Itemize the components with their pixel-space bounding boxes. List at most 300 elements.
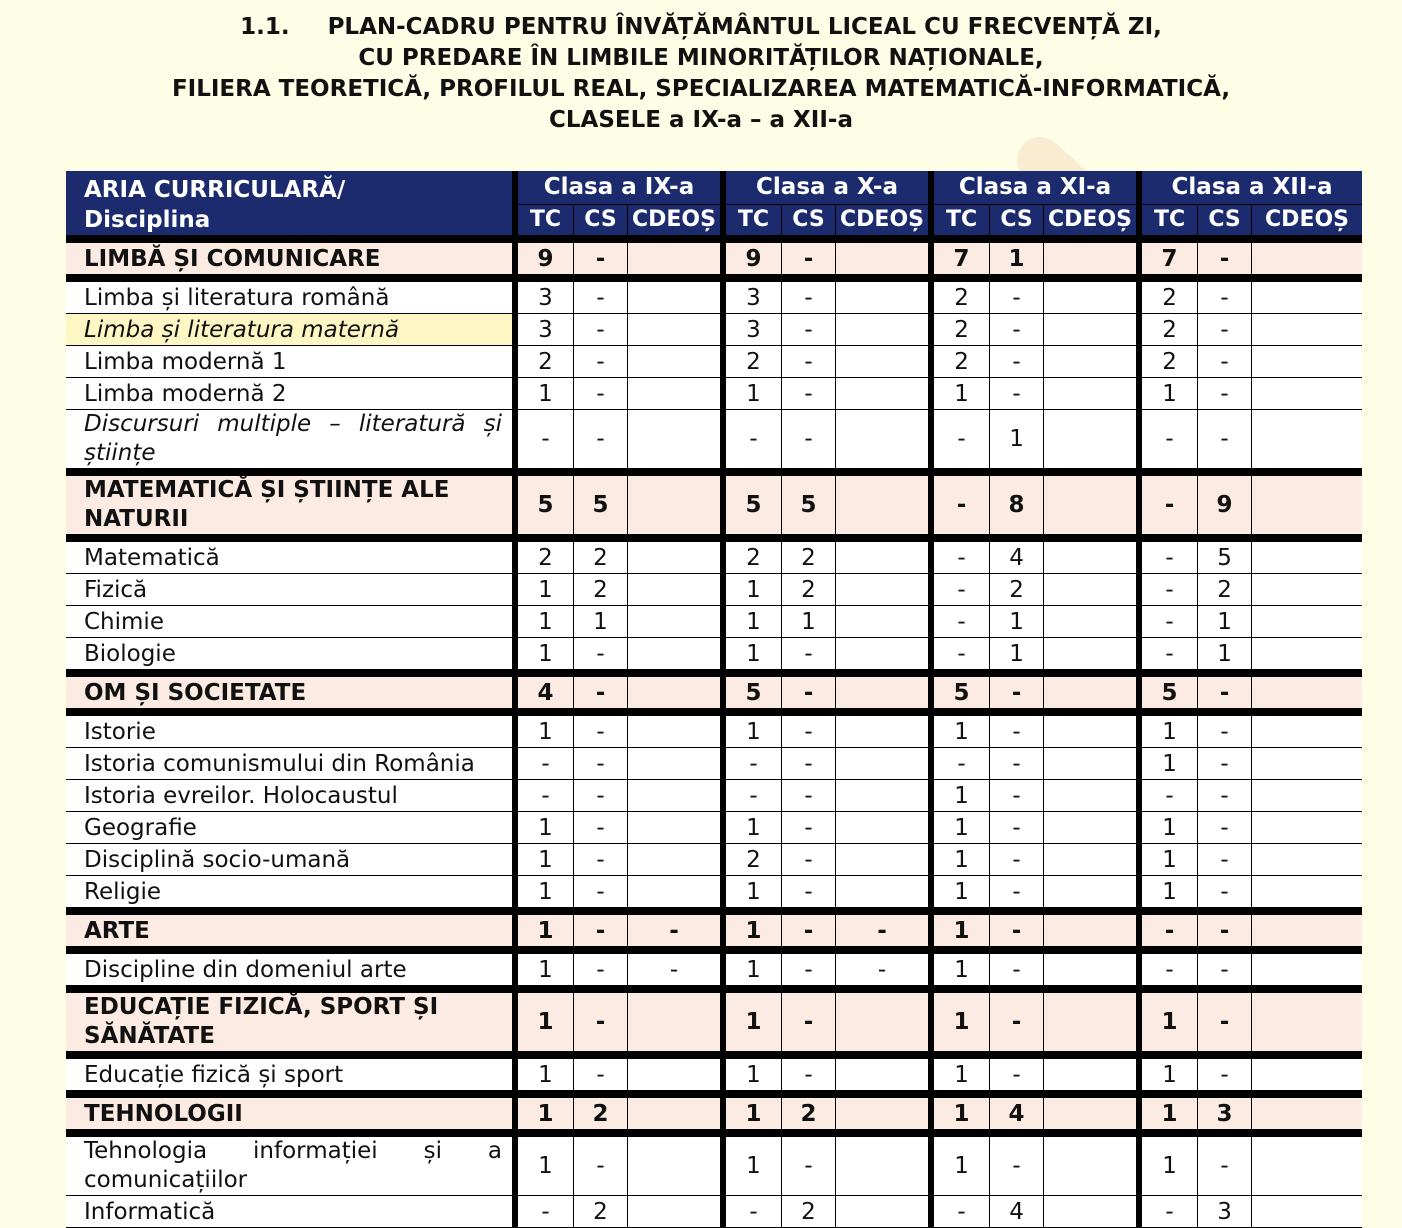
- hours-cell: 1: [1142, 1098, 1198, 1130]
- hours-cell: -: [1198, 876, 1252, 908]
- hours-cell: 1: [1142, 1059, 1198, 1091]
- title-line-1: PLAN-CADRU PENTRU ÎNVĂȚĂMÂNTUL LICEAL CU FRECVENȚĂ ZI,: [327, 14, 1162, 40]
- header-aria: [66, 171, 518, 236]
- hours-cell: -: [1198, 993, 1252, 1052]
- hours-cell: [1044, 812, 1142, 844]
- hours-cell: 1: [934, 993, 990, 1052]
- area-row: [66, 993, 1362, 1052]
- header-row-grades: [66, 171, 1362, 205]
- hours-cell: -: [782, 876, 836, 908]
- hours-cell: [628, 1196, 726, 1228]
- discipline-row: [66, 378, 1362, 410]
- hours-cell: -: [990, 716, 1044, 748]
- hours-cell: -: [782, 410, 836, 469]
- hours-cell: [836, 993, 934, 1052]
- hours-cell: -: [1142, 915, 1198, 947]
- hours-cell: -: [574, 314, 628, 346]
- hours-cell: [836, 876, 934, 908]
- hours-cell: [1252, 876, 1362, 908]
- header-tc: TC: [518, 205, 574, 236]
- hours-cell: -: [990, 748, 1044, 780]
- hours-cell: [1252, 606, 1362, 638]
- hours-cell: 2: [1142, 314, 1198, 346]
- hours-cell: -: [518, 748, 574, 780]
- hours-cell: -: [782, 638, 836, 670]
- discipline-name: Geografie: [66, 812, 518, 844]
- hours-cell: [628, 716, 726, 748]
- hours-cell: 1: [726, 574, 782, 606]
- hours-cell: 1: [518, 574, 574, 606]
- hours-cell: 5: [782, 476, 836, 535]
- hours-cell: [1044, 677, 1142, 709]
- separator-cell: [66, 947, 1362, 954]
- hours-cell: [1044, 476, 1142, 535]
- separator-cell: [66, 236, 1362, 243]
- hours-cell: [628, 812, 726, 844]
- hours-cell: 2: [726, 844, 782, 876]
- hours-cell: 7: [1142, 243, 1198, 275]
- hours-cell: [836, 748, 934, 780]
- hours-cell: 2: [726, 542, 782, 574]
- separator-cell: [66, 1130, 1362, 1137]
- hours-cell: [628, 378, 726, 410]
- hours-cell: 1: [518, 915, 574, 947]
- hours-cell: -: [1198, 812, 1252, 844]
- discipline-row: [66, 314, 1362, 346]
- hours-cell: 3: [518, 314, 574, 346]
- discipline-row: [66, 410, 1362, 469]
- hours-cell: 1: [726, 1137, 782, 1196]
- hours-cell: -: [990, 812, 1044, 844]
- hours-cell: [1044, 606, 1142, 638]
- area-name: EDUCAȚIE FIZICĂ, SPORT ȘI SĂNĂTATE: [66, 993, 518, 1052]
- hours-cell: [1252, 1137, 1362, 1196]
- hours-cell: [628, 748, 726, 780]
- discipline-row: [66, 1196, 1362, 1228]
- hours-cell: -: [574, 378, 628, 410]
- hours-cell: -: [782, 780, 836, 812]
- hours-cell: 5: [518, 476, 574, 535]
- hours-cell: -: [574, 1059, 628, 1091]
- row-separator: [66, 469, 1362, 476]
- hours-cell: 1: [934, 954, 990, 986]
- hours-cell: 1: [518, 993, 574, 1052]
- separator-cell: [66, 908, 1362, 915]
- header-tc: TC: [726, 205, 782, 236]
- hours-cell: [1044, 542, 1142, 574]
- hours-cell: -: [990, 993, 1044, 1052]
- hours-cell: [1044, 915, 1142, 947]
- hours-cell: 9: [1198, 476, 1252, 535]
- hours-cell: -: [628, 954, 726, 986]
- header-aria-line-2: Disciplina: [84, 207, 211, 233]
- hours-cell: [836, 378, 934, 410]
- hours-cell: -: [782, 378, 836, 410]
- hours-cell: 1: [726, 915, 782, 947]
- discipline-name: Disciplină socio-umană: [66, 844, 518, 876]
- hours-cell: 8: [990, 476, 1044, 535]
- hours-cell: [1252, 844, 1362, 876]
- hours-cell: 1: [1142, 876, 1198, 908]
- hours-cell: 1: [1142, 993, 1198, 1052]
- hours-cell: [836, 716, 934, 748]
- hours-cell: -: [574, 812, 628, 844]
- hours-cell: 1: [934, 876, 990, 908]
- title-line-2: CU PREDARE ÎN LIMBILE MINORITĂȚILOR NAȚIONALE,: [358, 45, 1044, 71]
- hours-cell: [1044, 314, 1142, 346]
- hours-cell: -: [782, 844, 836, 876]
- area-row: [66, 243, 1362, 275]
- hours-cell: 9: [726, 243, 782, 275]
- hours-cell: -: [990, 780, 1044, 812]
- hours-cell: [628, 780, 726, 812]
- discipline-name: Matematică: [66, 542, 518, 574]
- hours-cell: -: [574, 410, 628, 469]
- hours-cell: [1044, 1137, 1142, 1196]
- hours-cell: [836, 606, 934, 638]
- hours-cell: 1: [934, 378, 990, 410]
- hours-cell: -: [1142, 476, 1198, 535]
- hours-cell: -: [574, 748, 628, 780]
- area-row: [66, 476, 1362, 535]
- discipline-row: [66, 1137, 1362, 1196]
- hours-cell: [628, 677, 726, 709]
- hours-cell: [628, 993, 726, 1052]
- row-separator: [66, 908, 1362, 915]
- hours-cell: 3: [726, 314, 782, 346]
- hours-cell: [628, 410, 726, 469]
- hours-cell: -: [1198, 1137, 1252, 1196]
- discipline-name: Limba modernă 1: [66, 346, 518, 378]
- hours-cell: [836, 1137, 934, 1196]
- discipline-name: Educație fizică și sport: [66, 1059, 518, 1091]
- discipline-row: [66, 954, 1362, 986]
- hours-cell: -: [782, 1059, 836, 1091]
- row-separator: [66, 535, 1362, 542]
- hours-cell: [836, 410, 934, 469]
- hours-cell: [628, 476, 726, 535]
- hours-cell: [628, 542, 726, 574]
- hours-cell: -: [1198, 243, 1252, 275]
- hours-cell: -: [990, 1137, 1044, 1196]
- hours-cell: [836, 282, 934, 314]
- hours-cell: 4: [990, 1196, 1044, 1228]
- hours-cell: -: [990, 954, 1044, 986]
- header-grade-11: Clasa a XI-a: [934, 171, 1142, 205]
- separator-cell: [66, 1052, 1362, 1059]
- hours-cell: 5: [726, 476, 782, 535]
- hours-cell: -: [782, 716, 836, 748]
- hours-cell: -: [574, 677, 628, 709]
- hours-cell: 1: [726, 716, 782, 748]
- hours-cell: -: [1142, 780, 1198, 812]
- area-name: MATEMATICĂ ȘI ȘTIINȚE ALE NATURII: [66, 476, 518, 535]
- hours-cell: 1: [782, 606, 836, 638]
- hours-cell: 1: [518, 1059, 574, 1091]
- hours-cell: [628, 243, 726, 275]
- hours-cell: 1: [518, 378, 574, 410]
- discipline-name: Biologie: [66, 638, 518, 670]
- hours-cell: -: [990, 282, 1044, 314]
- hours-cell: 3: [1198, 1098, 1252, 1130]
- separator-cell: [66, 469, 1362, 476]
- hours-cell: -: [1142, 1196, 1198, 1228]
- hours-cell: 3: [518, 282, 574, 314]
- row-separator: [66, 1091, 1362, 1098]
- separator-cell: [66, 709, 1362, 716]
- hours-cell: 2: [1198, 574, 1252, 606]
- hours-cell: -: [782, 243, 836, 275]
- discipline-name: Limba și literatura maternă: [66, 314, 518, 346]
- hours-cell: [628, 346, 726, 378]
- discipline-name: Istoria evreilor. Holocaustul: [66, 780, 518, 812]
- discipline-row: [66, 812, 1362, 844]
- hours-cell: [1044, 282, 1142, 314]
- hours-cell: 1: [1142, 1137, 1198, 1196]
- hours-cell: 1: [726, 606, 782, 638]
- hours-cell: -: [574, 638, 628, 670]
- document-title: [0, 12, 1402, 136]
- hours-cell: -: [1142, 954, 1198, 986]
- discipline-name: Fizică: [66, 574, 518, 606]
- hours-cell: -: [934, 638, 990, 670]
- hours-cell: -: [782, 993, 836, 1052]
- hours-cell: 1: [1142, 812, 1198, 844]
- hours-cell: 2: [990, 574, 1044, 606]
- title-line-3: FILIERA TEORETICĂ, PROFILUL REAL, SPECIALIZAREA MATEMATICĂ-INFORMATICĂ,: [171, 76, 1231, 102]
- hours-cell: 9: [518, 243, 574, 275]
- hours-cell: 1: [518, 638, 574, 670]
- hours-cell: 1: [934, 780, 990, 812]
- hours-cell: 2: [574, 1098, 628, 1130]
- header-cs: CS: [1198, 205, 1252, 236]
- header-cs: CS: [990, 205, 1044, 236]
- hours-cell: [836, 1196, 934, 1228]
- header-grade-9: Clasa a IX-a: [518, 171, 726, 205]
- hours-cell: -: [934, 748, 990, 780]
- discipline-row: [66, 574, 1362, 606]
- area-name: ARTE: [66, 915, 518, 947]
- hours-cell: -: [934, 476, 990, 535]
- hours-cell: -: [628, 915, 726, 947]
- hours-cell: 2: [934, 282, 990, 314]
- hours-cell: 2: [574, 574, 628, 606]
- hours-cell: 5: [574, 476, 628, 535]
- hours-cell: 1: [934, 915, 990, 947]
- hours-cell: 5: [1198, 542, 1252, 574]
- separator-cell: [66, 535, 1362, 542]
- hours-cell: [1252, 780, 1362, 812]
- discipline-row: [66, 638, 1362, 670]
- hours-cell: 1: [1198, 606, 1252, 638]
- area-row: [66, 677, 1362, 709]
- hours-cell: [1044, 954, 1142, 986]
- hours-cell: 2: [518, 542, 574, 574]
- hours-cell: [628, 314, 726, 346]
- hours-cell: [1252, 1098, 1362, 1130]
- hours-cell: 1: [518, 844, 574, 876]
- hours-cell: [1044, 993, 1142, 1052]
- hours-cell: 7: [934, 243, 990, 275]
- hours-cell: 5: [934, 677, 990, 709]
- hours-cell: 1: [518, 1137, 574, 1196]
- hours-cell: [628, 1059, 726, 1091]
- header-cs: CS: [574, 205, 628, 236]
- hours-cell: 5: [726, 677, 782, 709]
- row-separator: [66, 709, 1362, 716]
- hours-cell: [1252, 314, 1362, 346]
- hours-cell: -: [1198, 954, 1252, 986]
- hours-cell: 1: [726, 1059, 782, 1091]
- discipline-name: Limba și literatura română: [66, 282, 518, 314]
- hours-cell: -: [934, 606, 990, 638]
- hours-cell: 1: [934, 1059, 990, 1091]
- hours-cell: [1252, 282, 1362, 314]
- hours-cell: 2: [574, 1196, 628, 1228]
- hours-cell: -: [934, 542, 990, 574]
- header-tc: TC: [934, 205, 990, 236]
- header-grade-12: Clasa a XII-a: [1142, 171, 1362, 205]
- hours-cell: 2: [1142, 282, 1198, 314]
- hours-cell: [1252, 748, 1362, 780]
- hours-cell: -: [574, 844, 628, 876]
- hours-cell: [1044, 876, 1142, 908]
- hours-cell: -: [782, 346, 836, 378]
- hours-cell: -: [1198, 314, 1252, 346]
- hours-cell: 4: [990, 542, 1044, 574]
- hours-cell: 1: [726, 378, 782, 410]
- hours-cell: -: [1198, 346, 1252, 378]
- hours-cell: 5: [1142, 677, 1198, 709]
- hours-cell: 2: [1142, 346, 1198, 378]
- hours-cell: -: [1142, 410, 1198, 469]
- hours-cell: 1: [934, 1098, 990, 1130]
- hours-cell: -: [836, 915, 934, 947]
- hours-cell: [1252, 378, 1362, 410]
- discipline-row: [66, 1059, 1362, 1091]
- hours-cell: -: [574, 954, 628, 986]
- hours-cell: [628, 876, 726, 908]
- hours-cell: -: [726, 748, 782, 780]
- hours-cell: -: [726, 410, 782, 469]
- hours-cell: -: [782, 1137, 836, 1196]
- hours-cell: [836, 542, 934, 574]
- hours-cell: [1252, 677, 1362, 709]
- hours-cell: [1044, 410, 1142, 469]
- hours-cell: -: [1198, 716, 1252, 748]
- hours-cell: [1044, 844, 1142, 876]
- discipline-row: [66, 780, 1362, 812]
- hours-cell: 1: [934, 844, 990, 876]
- discipline-row: [66, 748, 1362, 780]
- hours-cell: [1044, 243, 1142, 275]
- hours-cell: [836, 780, 934, 812]
- title-line-4: CLASELE a IX-a – a XII-a: [549, 107, 853, 133]
- discipline-name: Tehnologia informației și a comunicațiilor: [66, 1137, 518, 1196]
- hours-cell: [836, 476, 934, 535]
- hours-cell: 1: [726, 876, 782, 908]
- row-separator: [66, 1052, 1362, 1059]
- discipline-name: Informatică: [66, 1196, 518, 1228]
- discipline-row: [66, 716, 1362, 748]
- hours-cell: [1252, 638, 1362, 670]
- hours-cell: 1: [1198, 638, 1252, 670]
- hours-cell: -: [574, 993, 628, 1052]
- hours-cell: -: [1142, 542, 1198, 574]
- hours-cell: [628, 1137, 726, 1196]
- discipline-name: Istoria comunismului din România: [66, 748, 518, 780]
- hours-cell: [836, 677, 934, 709]
- hours-cell: -: [574, 243, 628, 275]
- hours-cell: [628, 1098, 726, 1130]
- row-separator: [66, 236, 1362, 243]
- hours-cell: 2: [726, 346, 782, 378]
- hours-cell: -: [1198, 282, 1252, 314]
- hours-cell: -: [1198, 915, 1252, 947]
- hours-cell: 1: [726, 993, 782, 1052]
- separator-cell: [66, 275, 1362, 282]
- hours-cell: -: [782, 314, 836, 346]
- hours-cell: 1: [518, 606, 574, 638]
- hours-cell: [1044, 780, 1142, 812]
- hours-cell: 2: [574, 542, 628, 574]
- hours-cell: [836, 812, 934, 844]
- hours-cell: 2: [934, 346, 990, 378]
- area-name: LIMBĂ ȘI COMUNICARE: [66, 243, 518, 275]
- discipline-row: [66, 542, 1362, 574]
- hours-cell: -: [782, 677, 836, 709]
- hours-cell: -: [782, 282, 836, 314]
- hours-cell: 1: [518, 716, 574, 748]
- hours-cell: [1252, 410, 1362, 469]
- area-row: [66, 915, 1362, 947]
- hours-cell: [1252, 1059, 1362, 1091]
- row-separator: [66, 670, 1362, 677]
- hours-cell: [836, 844, 934, 876]
- hours-cell: 1: [726, 1098, 782, 1130]
- hours-cell: 1: [518, 1098, 574, 1130]
- hours-cell: 3: [1198, 1196, 1252, 1228]
- area-name: OM ȘI SOCIETATE: [66, 677, 518, 709]
- hours-cell: -: [990, 346, 1044, 378]
- hours-cell: -: [990, 677, 1044, 709]
- header-tc: TC: [1142, 205, 1198, 236]
- hours-cell: -: [518, 1196, 574, 1228]
- hours-cell: [836, 346, 934, 378]
- hours-cell: 1: [726, 812, 782, 844]
- hours-cell: 1: [518, 876, 574, 908]
- hours-cell: -: [574, 876, 628, 908]
- hours-cell: 2: [782, 542, 836, 574]
- hours-cell: [628, 844, 726, 876]
- separator-cell: [66, 1091, 1362, 1098]
- hours-cell: 1: [1142, 378, 1198, 410]
- section-number: 1.1.: [240, 14, 290, 40]
- hours-cell: [628, 574, 726, 606]
- hours-cell: -: [1198, 780, 1252, 812]
- hours-cell: -: [934, 410, 990, 469]
- hours-cell: [1252, 993, 1362, 1052]
- hours-cell: 3: [726, 282, 782, 314]
- hours-cell: 1: [726, 638, 782, 670]
- hours-cell: [1044, 1098, 1142, 1130]
- hours-cell: 2: [782, 1196, 836, 1228]
- hours-cell: -: [934, 1196, 990, 1228]
- hours-cell: -: [1142, 606, 1198, 638]
- hours-cell: 2: [782, 574, 836, 606]
- hours-cell: 1: [518, 812, 574, 844]
- hours-cell: [1044, 1059, 1142, 1091]
